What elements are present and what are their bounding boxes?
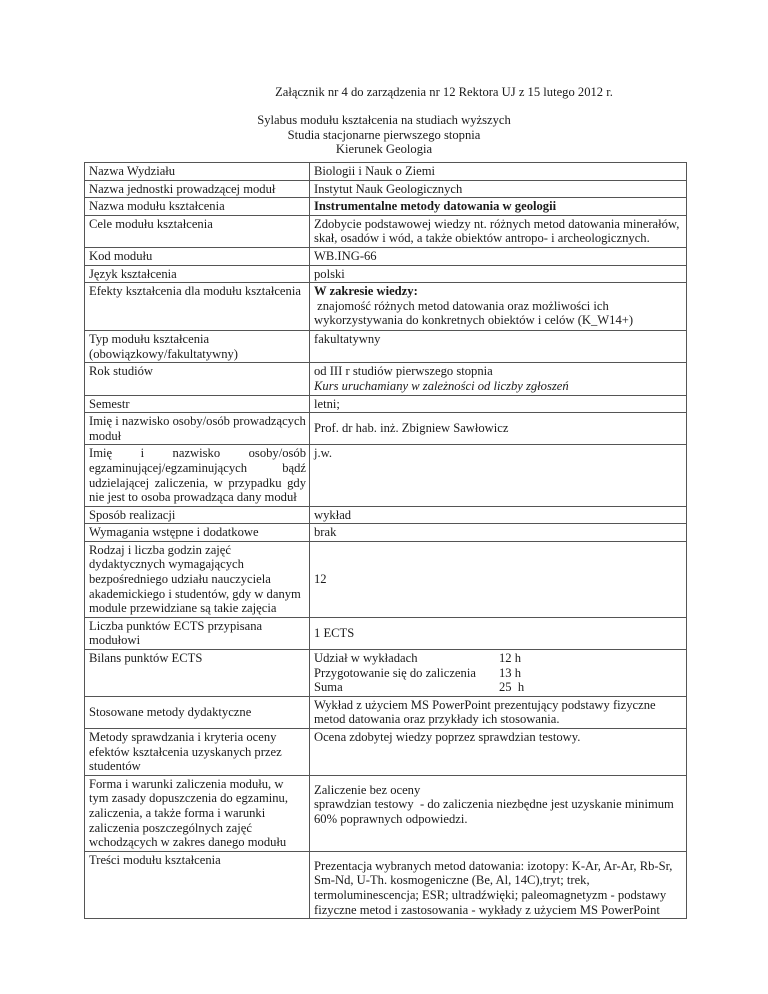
row-value — [310, 775, 687, 851]
table-row — [85, 729, 687, 776]
effects-heading: W zakresie wiedzy: — [314, 284, 418, 299]
year-text: od III r studiów pierwszego stopnia — [314, 364, 493, 379]
field-of-study: Kierunek Geologia — [335, 142, 433, 156]
row-value — [310, 363, 687, 395]
table-row — [85, 541, 687, 617]
row-value: Zdobycie podstawowej wiedzy nt. różnych metod datowania minerałów, skał, osadów i wód, a także obiektów antropo- i archeologicznych. — [310, 215, 687, 247]
row-value: Biologii i Nauk o Ziemi — [310, 163, 687, 181]
table-row — [85, 650, 687, 697]
row-label: Kod modułu — [85, 247, 310, 265]
content-text: Prezentacja wybranych metod datowania: izotopy: K-Ar, Ar-Ar, Rb-Sr, Sm-Nd, U-Th. kosmogeniczne (Be, Al, 14C),tryt; trek, termoluminescencja; ESR; ultradźwięki; paleomagnetyzm - podstawy fizyczne metod i zastosowania - wykłady z użyciem MS PowerPoint — [314, 858, 673, 917]
ects-balance — [310, 650, 687, 697]
study-mode: Studia stacjonarne pierwszego stopnia — [287, 128, 481, 142]
row-label: Nazwa jednostki prowadzącej moduł — [85, 180, 310, 198]
table-row — [85, 445, 687, 506]
balance-line — [314, 680, 683, 695]
table-row — [85, 395, 687, 413]
row-label: Rok studiów — [85, 363, 310, 395]
balance-item: Udział w wykładach — [314, 651, 418, 666]
row-value: polski — [310, 265, 687, 283]
table-row — [85, 265, 687, 283]
row-label: Wymagania wstępne i dodatkowe — [85, 524, 310, 542]
annex-note: Załącznik nr 4 do zarządzenia nr 12 Rektora UJ z 15 lutego 2012 r. — [275, 85, 613, 99]
table-row — [85, 524, 687, 542]
syllabus-table — [84, 162, 687, 919]
assessment-details: sprawdzian testowy - do zaliczenia niezbędne jest uzyskanie minimum 60% poprawnych odpowiedzi. — [314, 797, 678, 826]
ects-value: 1 ECTS — [310, 617, 687, 649]
row-label: Treści modułu kształcenia — [85, 851, 310, 918]
effects-text: znajomość różnych metod datowania oraz możliwości ich wykorzystywania do konkretnych obiektów i celów (K_W14+) — [314, 298, 634, 328]
row-label: Forma i warunki zaliczenia modułu, w tym zasady dopuszczenia do egzaminu, zaliczenia, a także forma i warunki zaliczenia poszczególnych zajęć wchodzących w zakres danego modułu — [85, 775, 310, 851]
row-value: brak — [310, 524, 687, 542]
row-label: Semestr — [85, 395, 310, 413]
row-label: Typ modułu kształcenia (obowiązkowy/fakultatywny) — [85, 331, 310, 363]
row-label: Metody sprawdzania i kryteria oceny efektów kształcenia uzyskanych przez studentów — [85, 729, 310, 776]
row-label: Imię i nazwisko osoby/osób egzaminującej/egzaminujących bądź udzielającej zaliczenia, w przypadku gdy nie jest to osoba prowadząca dany moduł — [85, 445, 310, 506]
balance-line — [314, 651, 683, 666]
balance-line — [314, 666, 683, 681]
table-row — [85, 283, 687, 331]
table-row — [85, 247, 687, 265]
balance-item: Przygotowanie się do zaliczenia — [314, 665, 476, 680]
row-value: fakultatywny — [310, 331, 687, 363]
table-row — [85, 198, 687, 216]
row-label: Rodzaj i liczba godzin zajęć dydaktycznych wymagających bezpośredniego udziału nauczyciela akademickiego i studentów, gdy w danym module przewidziane są takie zajęcia — [85, 541, 310, 617]
table-row — [85, 413, 687, 445]
row-label: Nazwa Wydziału — [85, 163, 310, 181]
module-code: WB.ING-66 — [310, 247, 687, 265]
lecturer-name: Prof. dr hab. inż. Zbigniew Sawłowicz — [310, 413, 687, 445]
row-label: Sposób realizacji — [85, 506, 310, 524]
row-value — [310, 283, 687, 331]
year-note: Kurs uruchamiany w zależności od liczby zgłoszeń — [314, 378, 569, 393]
table-row — [85, 775, 687, 851]
row-value: letni; — [310, 395, 687, 413]
module-name: Instrumentalne metody datowania w geologii — [310, 198, 687, 216]
row-label: Imię i nazwisko osoby/osób prowadzących moduł — [85, 413, 310, 445]
row-value: Instytut Nauk Geologicznych — [310, 180, 687, 198]
syllabus-title: Sylabus modułu kształcenia na studiach wyższych — [257, 113, 511, 127]
table-row — [85, 506, 687, 524]
table-row — [85, 851, 687, 918]
balance-hours: 25 h — [499, 680, 525, 695]
hours-value: 12 — [310, 541, 687, 617]
assessment-type: Zaliczenie bez oceny — [314, 782, 421, 797]
table-row — [85, 363, 687, 395]
row-label: Cele modułu kształcenia — [85, 215, 310, 247]
balance-hours: 12 h — [499, 651, 522, 666]
row-label: Nazwa modułu kształcenia — [85, 198, 310, 216]
table-row — [85, 696, 687, 728]
row-value: Wykład z użyciem MS PowerPoint prezentujący podstawy fizyczne metod datowania oraz przykłady ich stosowania. — [310, 696, 687, 728]
row-label: Efekty kształcenia dla modułu kształcenia — [85, 283, 310, 331]
row-value: Ocena zdobytej wiedzy poprzez sprawdzian testowy. — [310, 729, 687, 776]
table-row — [85, 331, 687, 363]
row-label: Bilans punktów ECTS — [85, 650, 310, 697]
table-row — [85, 163, 687, 181]
row-label: Liczba punktów ECTS przypisana modułowi — [85, 617, 310, 649]
row-value: wykład — [310, 506, 687, 524]
row-value: j.w. — [310, 445, 687, 506]
balance-item: Suma — [314, 680, 343, 695]
row-value — [310, 851, 687, 918]
table-row — [85, 180, 687, 198]
row-label: Stosowane metody dydaktyczne — [85, 696, 310, 728]
balance-hours: 13 h — [499, 665, 522, 680]
row-label: Język kształcenia — [85, 265, 310, 283]
table-row — [85, 617, 687, 649]
table-row — [85, 215, 687, 247]
